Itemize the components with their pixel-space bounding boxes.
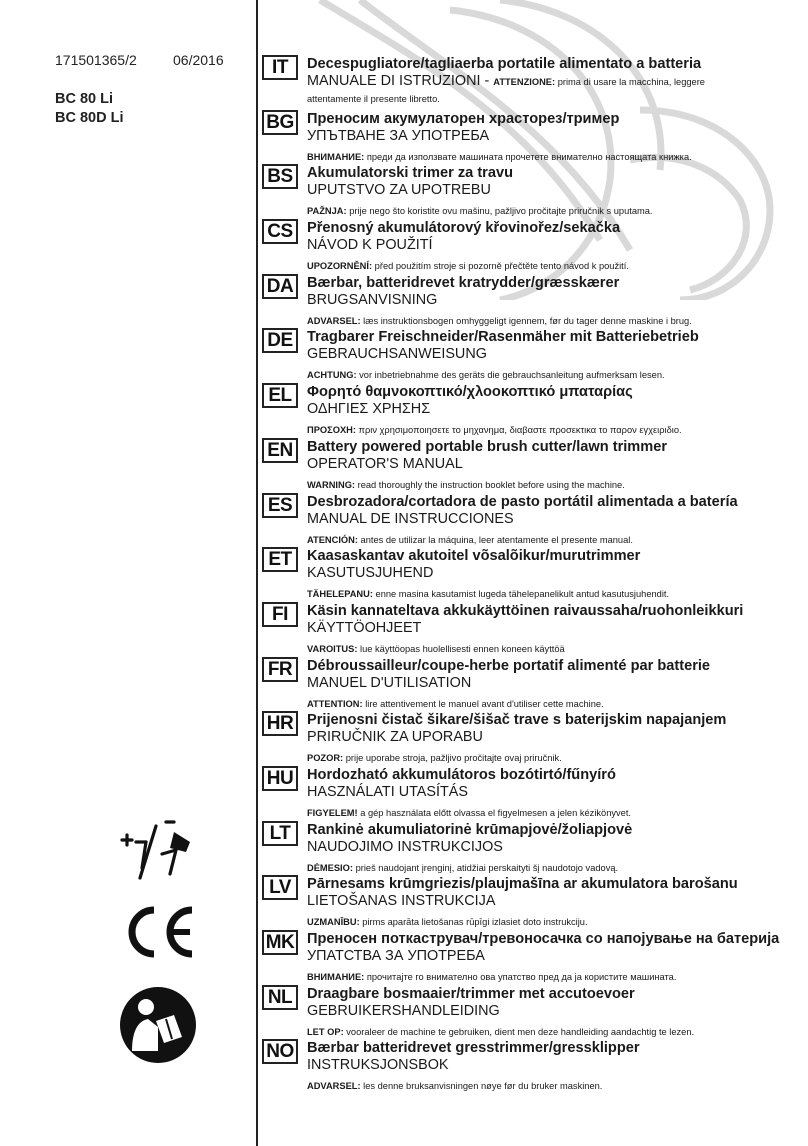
warning-label: ATENCIÓN: xyxy=(307,534,358,545)
manual-title: KÄYTTÖOHJEET xyxy=(307,619,422,636)
language-code-badge: NO xyxy=(262,1039,298,1064)
language-code-badge: NL xyxy=(262,985,298,1010)
language-entry-hu xyxy=(262,766,802,821)
warning-text: enne masina kasutamist lugeda tähelepanelikult antud kasutusjuhendit. xyxy=(372,589,670,600)
product-title: Draagbare bosmaaier/trimmer met accutoevoer xyxy=(307,985,635,1002)
warning-line xyxy=(307,808,631,818)
warning-label: UZMANĪBU: xyxy=(307,917,360,928)
manual-title: OPERATOR'S MANUAL xyxy=(307,455,463,472)
manual-title: MANUAL DE INSTRUCCIONES xyxy=(307,510,514,527)
product-title: Bærbar batteridrevet gresstrimmer/gressklipper xyxy=(307,1040,640,1057)
language-code-badge: BS xyxy=(262,164,298,189)
warning-line xyxy=(307,370,665,380)
manual-title: HASZNÁLATI UTASÍTÁS xyxy=(307,783,468,800)
warning-label: TÄHELEPANU: xyxy=(307,589,373,600)
warning-label: DĖMESIO: xyxy=(307,862,353,873)
warning-line xyxy=(307,1027,694,1037)
product-title: Hordozható akkumulátoros bozótirtó/fűnyíró xyxy=(307,766,616,783)
warning-line xyxy=(307,316,692,326)
model-list xyxy=(55,90,124,128)
language-code-badge: DA xyxy=(262,274,298,299)
product-title: Decespugliatore/tagliaerba portatile alimentato a batteria xyxy=(307,56,702,72)
warning-line xyxy=(307,535,633,545)
warning-line xyxy=(307,1081,602,1091)
warning-label: ATTENZIONE: xyxy=(493,77,556,87)
product-title: Kaasaskantav akutoitel võsalõikur/murutrimmer xyxy=(307,548,641,565)
warning-text: les denne bruksanvisningen nøye før du bruker maskinen. xyxy=(360,1081,603,1092)
language-entry-fr xyxy=(262,657,802,712)
warning-text: antes de utilizar la máquina, leer atentamente el presente manual. xyxy=(357,534,633,545)
manual-title: PRIRUČNIK ZA UPORABU xyxy=(307,729,483,746)
language-code-badge: ES xyxy=(262,493,298,518)
document-meta xyxy=(55,52,224,68)
product-title: Rankinė akumuliatorinė krūmapjovė/žoliapjovė xyxy=(307,821,633,838)
warning-line xyxy=(307,425,682,435)
warning-line xyxy=(307,863,618,873)
manual-title: УПАТСТВА ЗА УПОТРЕБА xyxy=(307,948,485,964)
manual-title: NAUDOJIMO INSTRUKCIJOS xyxy=(307,838,503,855)
product-title: Φορητό θαμνοκοπτικό/χλοοκοπτικό μπαταρίας xyxy=(307,384,633,401)
language-entry-lt xyxy=(262,821,802,876)
product-title: Prijenosni čistač šikare/šišač trave s baterijskim napajanjem xyxy=(307,712,727,729)
language-code-badge: ET xyxy=(262,547,298,572)
warning-label: PAŽNJA: xyxy=(307,206,347,217)
manual-title: УПЪТВАНЕ ЗА УПОТРЕБА xyxy=(307,127,490,144)
warning-text: преди да използвате машината прочетете внимателно настоящата книжка. xyxy=(364,151,692,162)
manual-title: GEBRAUCHSANWEISUNG xyxy=(307,346,487,363)
language-code-badge: HU xyxy=(262,766,298,791)
manual-title xyxy=(307,73,705,89)
warning-label: FIGYELEM! xyxy=(307,807,358,818)
language-entry-fi xyxy=(262,602,802,657)
product-title: Tragbarer Freischneider/Rasenmäher mit Batteriebetrieb xyxy=(307,329,699,346)
warning-text: прочитајте го внимателно ова упатство пред да ја користите машината. xyxy=(364,972,677,982)
warning-line xyxy=(307,480,625,490)
language-entry-no xyxy=(262,1039,802,1094)
product-title: Bærbar, batteridrevet kratrydder/græsskærer xyxy=(307,274,620,291)
language-code-badge: MK xyxy=(262,930,298,955)
warning-label: ADVARSEL: xyxy=(307,1081,361,1092)
warning-line: attentamente il presente libretto. xyxy=(307,94,440,104)
product-title: Преносим акумулаторен храсторез/тример xyxy=(307,110,620,127)
product-title: Преносен поткаструвач/тревоносачка со напојување на батерија xyxy=(307,931,780,947)
read-manual-icon xyxy=(118,985,198,1065)
language-entry-mk xyxy=(262,930,802,985)
language-code-badge: EN xyxy=(262,438,298,463)
language-entry-nl xyxy=(262,985,802,1040)
language-entry-bs xyxy=(262,164,802,219)
warning-inline xyxy=(493,77,705,87)
product-title: Pārnesams krūmgriezis/plaujmašīna ar akumulatora barošanu xyxy=(307,876,738,893)
manual-title: BRUGSANVISNING xyxy=(307,291,438,308)
warning-text: prije uporabe stroja, pažljivo pročitajte ovaj priručnik. xyxy=(343,753,562,764)
language-entry-bg xyxy=(262,110,802,165)
warning-label: LET OP: xyxy=(307,1026,344,1037)
warning-line xyxy=(307,917,588,927)
language-entry-it xyxy=(262,55,802,110)
manual-title: MANUEL D'UTILISATION xyxy=(307,674,472,691)
product-title: Akumulatorski trimer za travu xyxy=(307,165,514,182)
warning-text: πριν χρησιμοποιησετε το μηχανημα, διαβαστε προσεκτικα το παρον εγχειριδιο. xyxy=(355,425,682,436)
warning-text: prima di usare la macchina, leggere xyxy=(555,77,705,87)
language-entry-da xyxy=(262,274,802,329)
warning-line xyxy=(307,206,653,216)
product-title: Käsin kannateltava akkukäyttöinen raivaussaha/ruohonleikkuri xyxy=(307,602,744,619)
language-code-badge: FI xyxy=(262,602,298,627)
warning-label: ADVARSEL: xyxy=(307,315,361,326)
language-code-badge: CS xyxy=(262,219,298,244)
manual-title: INSTRUKSJONSBOK xyxy=(307,1057,449,1074)
warning-line xyxy=(307,589,669,599)
ce-mark-icon xyxy=(118,902,198,962)
manual-title: KASUTUSJUHEND xyxy=(307,565,434,582)
warning-text: vooraleer de machine te gebruiken, dient men deze handleiding aandachtig te lezen. xyxy=(343,1026,695,1037)
product-title: Přenosný akumulátorový křovinořez/sekačka xyxy=(307,220,621,237)
warning-line xyxy=(307,644,565,654)
language-entry-hr xyxy=(262,711,802,766)
warning-label: ВНИМАНИЕ: xyxy=(307,151,365,162)
warning-label: WARNING: xyxy=(307,479,356,490)
warning-line xyxy=(307,753,562,763)
language-code-badge: LV xyxy=(262,875,298,900)
doc-code: 171501365/2 xyxy=(55,52,137,68)
warning-label: ATTENTION: xyxy=(307,698,363,709)
warning-text: vor inbetriebnahme des geräts die gebrauchsanleitung aufmerksam lesen. xyxy=(356,370,665,381)
manual-title: GEBRUIKERSHANDLEIDING xyxy=(307,1002,500,1019)
language-code-badge: IT xyxy=(262,55,298,80)
warning-text: lue käyttöopas huolellisesti ennen koneen käyttöä xyxy=(357,643,565,654)
warning-label: POZOR: xyxy=(307,753,344,764)
warning-label: ACHTUNG: xyxy=(307,370,357,381)
warning-text: a gép használata előtt olvassa el figyelmesen a jelen kézikönyvet. xyxy=(357,807,632,818)
model-name: BC 80D Li xyxy=(55,110,124,126)
manual-title: UPUTSTVO ZA UPOTREBU xyxy=(307,182,491,199)
battery-polarity-icon xyxy=(118,812,198,884)
warning-line xyxy=(307,699,604,709)
product-title: Desbrozadora/cortadora de pasto portátil alimentada a batería xyxy=(307,493,738,510)
column-divider xyxy=(256,0,258,1146)
warning-text: prije nego što koristite ovu mašinu, pažljivo pročitajte priručnik s uputama. xyxy=(346,206,653,217)
language-code-badge: LT xyxy=(262,821,298,846)
manual-title: NÁVOD K POUŽITÍ xyxy=(307,237,433,254)
manual-title-text: MANUALE DI ISTRUZIONI - xyxy=(307,73,494,89)
language-list xyxy=(262,55,802,1094)
warning-text: prieš naudojant įrenginį, atidžiai perskaityti šį naudotojo vadovą. xyxy=(352,862,619,873)
language-entry-en xyxy=(262,438,802,493)
language-entry-et xyxy=(262,547,802,602)
language-code-badge: BG xyxy=(262,110,298,135)
language-entry-el xyxy=(262,383,802,438)
model-name: BC 80 Li xyxy=(55,91,114,107)
manual-title: ΟΔΗΓΙΕΣ ΧΡΗΣΗΣ xyxy=(307,401,431,418)
language-code-badge: DE xyxy=(262,328,298,353)
language-entry-lv xyxy=(262,875,802,930)
warning-text: read thoroughly the instruction booklet before using the machine. xyxy=(355,479,625,490)
product-title: Battery powered portable brush cutter/lawn trimmer xyxy=(307,438,668,455)
manual-title: LIETOŠANAS INSTRUKCIJA xyxy=(307,893,496,910)
warning-text: pirms aparāta lietošanas rūpīgi izlasiet doto instrukciju. xyxy=(359,917,588,928)
warning-line xyxy=(307,261,629,271)
product-title: Débroussailleur/coupe-herbe portatif alimenté par batterie xyxy=(307,657,711,674)
warning-text: před použitím stroje si pozorně přečtěte tento návod k použití. xyxy=(372,261,629,272)
language-code-badge: FR xyxy=(262,657,298,682)
warning-text: lire attentivement le manuel avant d'utiliser cette machine. xyxy=(362,698,604,709)
warning-label: ВНИМАНИЕ: xyxy=(307,972,365,982)
language-entry-de xyxy=(262,328,802,383)
language-code-badge: EL xyxy=(262,383,298,408)
warning-line xyxy=(307,972,676,982)
warning-label: ΠΡΟΣΟΧΗ: xyxy=(307,425,356,436)
warning-label: VAROITUS: xyxy=(307,643,358,654)
warning-label: UPOZORNĚNÍ: xyxy=(307,261,373,272)
language-entry-es xyxy=(262,493,802,548)
language-code-badge: HR xyxy=(262,711,298,736)
warning-line xyxy=(307,152,692,162)
warning-text: læs instruktionsbogen omhyggeligt igennem, før du tager denne maskine i brug. xyxy=(360,315,692,326)
language-entry-cs xyxy=(262,219,802,274)
doc-date: 06/2016 xyxy=(173,52,224,68)
